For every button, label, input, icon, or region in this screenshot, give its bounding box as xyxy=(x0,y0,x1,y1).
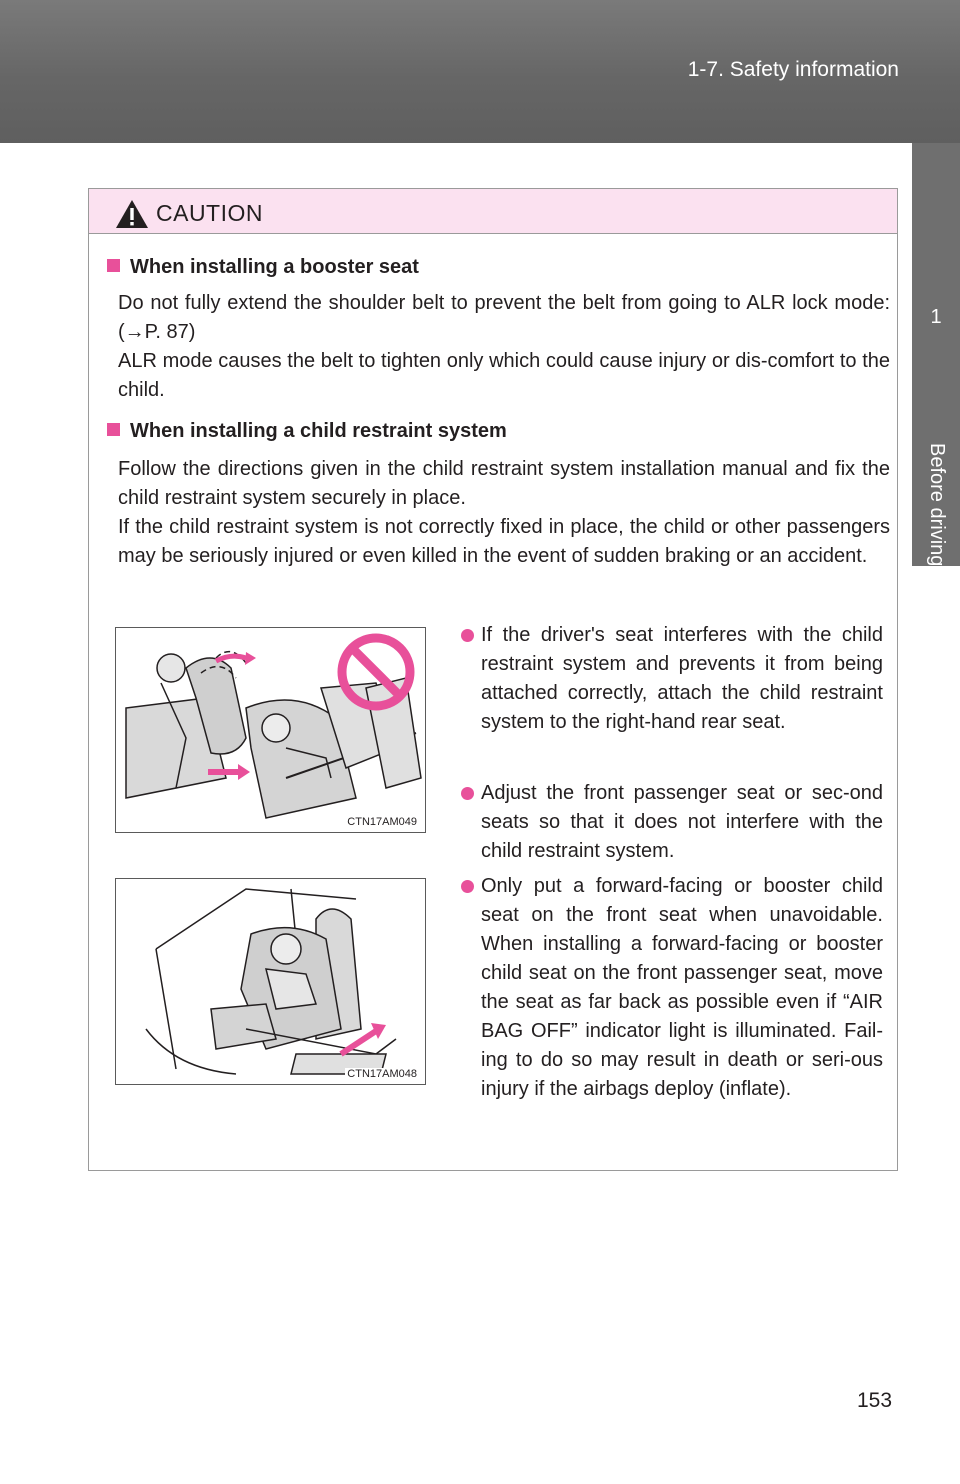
section-title: 1-7. Safety information xyxy=(687,58,899,81)
bullet-item xyxy=(461,872,883,1104)
heading-text: When installing a booster seat xyxy=(130,256,419,278)
heading-text: When installing a child restraint system xyxy=(130,420,507,442)
round-bullet-icon xyxy=(461,787,474,800)
section-heading-booster-seat xyxy=(107,256,419,279)
figure-front-seat-booster xyxy=(115,878,426,1085)
bullet-text: If the driver's seat interferes with the child restraint system and prevents it from being attached correctly, attach the child restraint system to the right-hand rear seat. xyxy=(481,624,883,733)
warning-triangle-icon xyxy=(115,199,149,229)
figure-code: CTN17AM049 xyxy=(347,816,417,828)
caution-header xyxy=(89,189,897,234)
chapter-side-tab xyxy=(912,143,960,566)
square-bullet-icon xyxy=(107,423,120,436)
child-restraint-paragraph xyxy=(118,455,890,571)
page-header xyxy=(0,0,960,143)
round-bullet-icon xyxy=(461,880,474,893)
bullet-text: Only put a forward-facing or booster child seat on the front seat when unavoidable. When installing a forward-facing or booster child seat on the front passenger seat, move the seat as far back as possible even if “AIR BAG OFF” indicator light is illuminated. Fail-ing to do so may result in death or seri-ous injury if the airbags deploy (inflate). xyxy=(481,875,883,1100)
paragraph-line: Do not fully extend the shoulder belt to prevent the belt from going to ALR lock mode: (→P. 87) xyxy=(118,292,890,343)
booster-seat-paragraph xyxy=(118,289,890,405)
seat-interference-illustration xyxy=(116,628,425,832)
caution-title: CAUTION xyxy=(156,200,263,226)
chapter-label: Before driving xyxy=(926,443,948,567)
round-bullet-icon xyxy=(461,629,474,642)
caution-box xyxy=(88,188,898,1171)
chapter-number: 1 xyxy=(930,306,942,328)
section-heading-child-restraint xyxy=(107,420,507,443)
figure-code: CTN17AM048 xyxy=(347,1068,417,1080)
figure-seat-interference xyxy=(115,627,426,833)
paragraph-line: Follow the directions given in the child restraint system installation manual and fix the child restraint system securely in place. xyxy=(118,458,890,509)
paragraph-line: ALR mode causes the belt to tighten only which could cause injury or dis-comfort to the child. xyxy=(118,350,890,401)
front-seat-booster-illustration xyxy=(116,879,425,1084)
square-bullet-icon xyxy=(107,259,120,272)
bullet-item xyxy=(461,779,883,866)
bullet-text: Adjust the front passenger seat or sec-ond seats so that it does not interfere with the child restraint system. xyxy=(481,782,883,862)
paragraph-line: If the child restraint system is not correctly fixed in place, the child or other passengers may be seriously injured or even killed in the event of sudden braking or an accident. xyxy=(118,516,890,567)
bullet-item xyxy=(461,621,883,737)
page-number: 153 xyxy=(857,1389,893,1412)
